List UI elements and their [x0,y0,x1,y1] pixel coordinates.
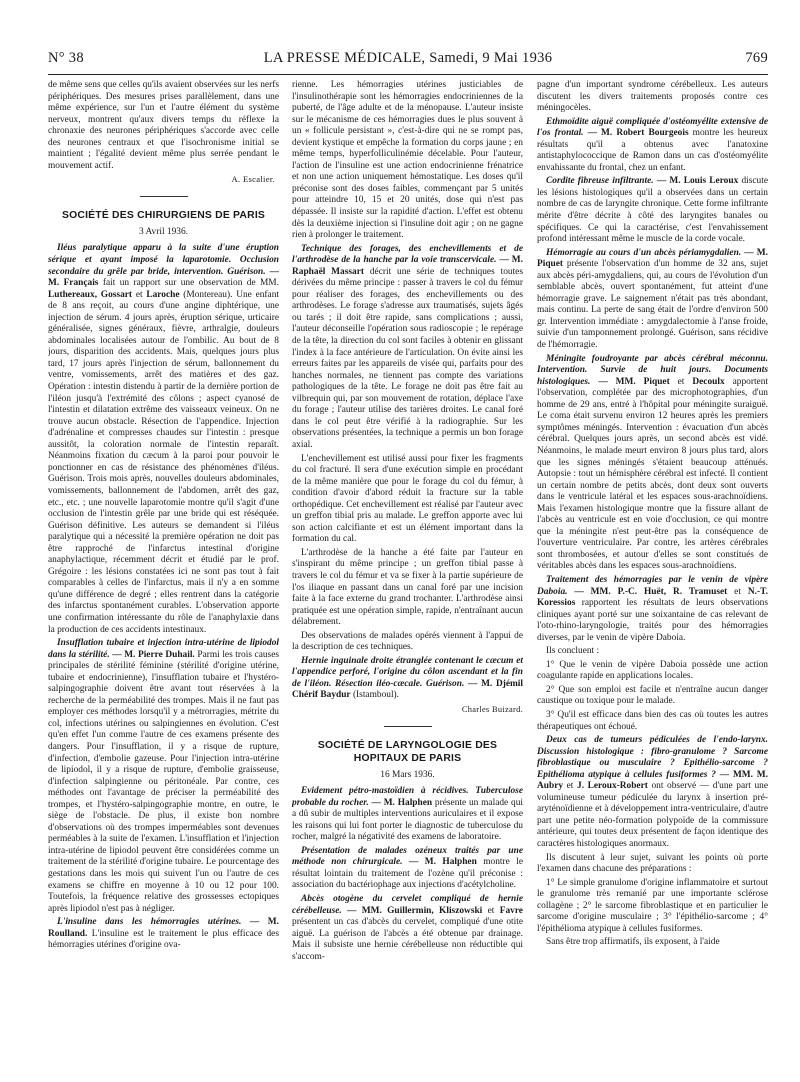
article-ileus: Iléus paralytique apparu à la suite d'une éruption sérique et ayant imposé la laparotomie. Occlusion secondaire du grêle par bride, intervention. Guérison. — M. Français fait un rapport sur une observation de MM. Luthereaux, Gossart et Laroche (Montereau). Une enfant de 8 ans reçoit, au cours d'une angine diphtérique, une injection de sérum. 4 jours après, éruption sérique, urticaire généralisée, signes généraux, fièvre, arthralgie, douleurs abdominales localisées autour de l'ombilic. Au bout de 8 jours, disparition des accidents. Mais, quelques jours plus tard, 17 jours après l'injection de sérum, ballonnement du ventre, vomissements, arrêt des matières et des gaz. Opération : intestin distendu à partir de la dernière portion de l'iléon jusqu'à l'extrémité des côlons ; aspect cyanosé de l'intestin et dilatation extrême des vaisseaux veineux. On ne trouve aucun obstacle. Résection de l'appendice. Injection d'adrénaline et compresses chaudes sur l'intestin : presque aussitôt, la coloration normale de l'intestin reparaît. Néanmoins fixation du cæcum à la paroi pour pouvoir le ponctionner en cas de résistance des phénomènes d'iléus. Guérison. Trois mois après, nouvelles douleurs abdominales, vomissements, ballonnement de l'abdomen, arrêt des gaz, etc., etc. ; une nouvelle laparotomie montre qu'il s'agit d'une occlusion de l'intestin grêle par une bride qui est réséquée. Guérison définitive. Les auteurs se demandent si l'iléus paralytique qui a nécessité la première opération ne doit pas être rapproché de l'infarctus intestinal d'origine anaphylactique, récemment décrit et étudié par le prof. Grégoire : les lésions constatées ici ne sont pas tout à fait comparables à celles de l'infarctus, mais il n'y a en somme qu'une différence de degré ; elles rentrent dans la catégorie des infarctus spontanément curables. L'observation apporte une confirmation intéressante du rôle de l'anaphylaxie dans la production de ces accidents intestinaux. [48,243,279,635]
article-author: — MM. Piquet [598,376,670,387]
article-body: présente un malade qui a dû subir de multiples interventions auriculaires et il expose les raisons qui lui font porter le diagnostic de tuberculose du rocher, malgré la négativité des examens de laboratoire. [292,797,523,843]
column-1 [48,80,279,1070]
article-title: Technique des forages, des enchevillements et de l'arthrodèse de la hanche par la voie transcervicale. [292,243,523,266]
paragraph: Des observations de malades opérés viennent à l'appui de la description de ces techniques. [292,630,523,653]
article-title: Présentation de malades ozéneux traités par une méthode non chirurgicale. [292,845,523,868]
article-body: montre les heureux résultats qu'il a obtenus avec l'anatoxine antistaphylococcique de Ramon dans un cas d'ostéomyélite envahissante du frontal, chez un enfant. [537,128,768,173]
paragraph: Ils discutent à leur sujet, suivant les points où porte l'examen dans chacune des préparations : [537,852,768,875]
article-ethmoidite [537,117,768,175]
article-body: L'insuline est le traitement le plus efficace des hémorragies utérines d'origine ova- [48,928,279,951]
paragraph: 1° Le simple granulome d'origine inflammatoire et surtout le granulome très remanié par une importante sclérose collagène ; 2° le sarcome fibroblastique et en particulier le sarcome d'origine musculaire ; 3° l'épithélio-sarcome ; 4° l'épithélioma atypique à cellules fusiformes. [537,877,768,934]
article-abces-cervelet: Abcès otogène du cervelet compliqué de hernie cérébelleuse. — MM. Guillermin, Kliszowski et Favre présentent un cas d'abcès du cervelet, compliqué d'une otite aiguë. La guérison de l'abcès a été obtenue par drainage. Mais il subsiste une hernie cérébelleuse non réductible qui s'accom- [292,894,523,962]
article-title: Ethmoïdite aiguë compliquée d'ostéomyélite extensive de l'os frontal. [537,116,768,139]
article-body: (Montereau). Une enfant de 8 ans reçoit, au cours d'une angine diphtérique, une injection de sérum. 4 jours après, éruption sérique, urticaire généralisée, signes généraux, fièvre, arthralgie, douleurs abdominales localisées autour de l'ombilic. Au bout de 8 jours, disparition des accidents. Mais, quelques jours plus tard, 17 jours après l'injection de sérum, ballonnement du ventre, vomissements, arrêt des matières et des gaz. Opération : intestin distendu à partir de la dernière portion de l'iléon jusqu'à l'extrémité des côlons ; aspect cyanosé de l'intestin et dilatation extrême des vaisseaux veineux. On ne trouve aucun obstacle. Résection de l'appendice. Injection d'adrénaline et compresses chaudes sur l'intestin : presque aussitôt, la coloration normale de l'intestin reparaît. Néanmoins fixation du cæcum à la paroi pour pouvoir le ponctionner en cas de résistance des phénomènes d'iléus. Guérison. Trois mois après, nouvelles douleurs abdominales, vomissements, ballonnement de l'abdomen, arrêt des gaz, etc., etc. ; une nouvelle laparotomie montre qu'il s'agit d'une occlusion de l'intestin grêle par une bride qui est réséquée. Guérison définitive. Les auteurs se demandent si l'iléus paralytique qui a nécessité la première opération ne doit pas être rapproché de l'infarctus intestinal d'origine anaphylactique, récemment décrit et étudié par le prof. Grégoire : les lésions constatées ici ne sont pas tout à fait comparables à celles de l'infarctus, mais il n'y a en somme qu'une différence de degré ; elles rentrent dans la catégorie des infarctus spontanément curables. L'observation apporte une confirmation intéressante du rôle de l'anaphylaxie dans la production de ces accidents intestinaux. [48,289,279,635]
article-author: — M. Djémil Chérif Baydur [292,678,523,701]
paragraph: Sans être trop affirmatifs, ils exposent, à l'aide [546,937,720,948]
paragraph: Ils concluent : [546,646,600,657]
session-date: 3 Avril 1936. [138,226,189,237]
separator-rule [384,726,432,727]
article-author: — MM. P.-C. Huët, R. Tramuset [574,586,728,597]
paragraph: 2° Que son emploi est facile et n'entraîne aucun danger caustique ou toxique pour le malade. [537,684,768,707]
society-heading: SOCIÉTÉ DE LARYNGOLOGIE DES HOPITAUX DE PARIS [317,739,498,764]
article-title: Hémorragie au cours d'un abcès périamygdalien. [546,247,742,258]
article-title: Insufflation tubaire et injection intra-utérine de lipiodol dans la stérilité. [48,638,279,660]
paragraph: pagne d'un important syndrome cérébelleux. Les auteurs discutent les divers traitements proposés contre ces méningocèles. [537,80,768,114]
article-hemorragie-amygdale [537,248,768,352]
article-author: — MM. Guillermin, Kliszowski [347,905,483,916]
article-body: rapportent les résultats de leurs observations cliniques ayant porté sur une soixantaine de cas relevant de l'oto-rhino-laryngologie, traités pour des hémorragies diverses, par le venin de vipère Daboia. [537,598,768,643]
article-author: — M. Pierre Duhail. [112,649,195,660]
article-body: discute les lésions histologiques qu'il a observées dans un certain nombre de cas de laryngite chronique. Cette forme infiltrante mérite d'être décrite à côté des laryngites banales ou spécifiques. Ce qui la caractérise, c'est l'envahissement profond intéressant même le muscle de la corde vocale. [537,176,768,245]
article-insufflation [48,638,279,915]
article-title: Cordite fibreuse infiltrante. [546,176,654,187]
issue-number: N° 38 [48,50,84,66]
article-title: Méningite foudroyante par abcès cérébral méconnu. Intervention. Survie de huit jours. Documents histologiques. [537,353,768,387]
article-meningite: Méningite foudroyante par abcès cérébral méconnu. Intervention. Survie de huit jours. Documents histologiques. — MM. Piquet et Decoulx apportent l'observation, complétée par des microphotographies, d'un homme de 29 ans, entré à l'hôpital pour méningite suraiguë. Le coma était survenu environ 12 heures après les premiers symptômes méningés. Intervention : évacuation d'un abcès cérébral. Quelques jours après, un second abcès est vidé. Néanmoins, le malade meurt environ 8 jours plus tard, alors que les signes méningés s'étaient beaucoup atténués. Autopsie : tout un hémisphère cérébral est infecté. Il contient un certain nombre de petits abcès, dont deux sont ouverts dans le ventricule latéral et les espaces sous-arachnoïdiens. Mais l'examen histologique montre que la fissure allant de l'abcès au ventricule est en voie d'occlusion, ce qui montre que la méningite n'est peut-être pas la conséquence de l'ouverture ventriculaire. Par contre, les artères cérébrales sont thrombosées, et autour d'elles se sont constitués de véritables abcès dans les espaces sous-arachnoïdiens. [537,353,768,572]
article-title: Deux cas de tumeurs pédiculées de l'endo-larynx. Discussion histologique : fibro-granulome ? Sarcome fibroblastique ou musculaire ? Epithélio-sarcome ? Epithélioma atypique à cellules fusiformes ? [537,735,768,780]
paragraph: de même sens que celles qu'ils avaient observées sur les nerfs périphériques. Des mesures prises parallèlement, dans une même expérience, sur l'un et l'autre élément du système nerveux, montrent qu'aux divers temps du réflexe la chronaxie des neurones périphériques s'accorde avec celle des neurones centraux et que l'isochronisme initial se maintient ; l'égalité devient même plus serrée pendant le mouvement actif. [48,80,279,171]
paragraph: 3° Qu'il est efficace dans bien des cas où toutes les autres thérapeutiques ont échoué. [537,709,768,732]
article-tumeurs-larynx: Deux cas de tumeurs pédiculées de l'endo-larynx. Discussion histologique : fibro-granulome ? Sarcome fibroblastique ou musculaire ? Epithélio-sarcome ? Epithélioma atypique à cellules fusiformes ? — MM. M. Aubry et J. Leroux-Robert ont observé — d'une part une volumineuse tumeur pédiculée du larynx à insertion pré-aryténoïdienne et à développement intra-ventriculaire, d'autre part une petite néo-formation polypoïde de la commissure antérieure, qui toutes deux présentent de façon identique des caractères histologiques anormaux. [537,735,768,849]
running-header [48,50,768,74]
article-evidement [292,786,523,844]
article-body: présentent un cas d'abcès du cervelet, compliqué d'une otite aiguë. La guérison de l'abcès a été obtenue par drainage. Mais il subsiste une hernie cérébelleuse non réductible qui s'accom- [292,917,523,962]
journal-title: LA PRESSE MÉDICALE, Samedi, 9 Mai 1936 [263,50,553,66]
article-author: — M. Piquet [537,247,768,270]
article-body: montre le résultat lointain du traitement de l'ozène qu'il préconise : association du bactériophage aux injections d'acétylcholine. [292,857,523,891]
article-body: apportent l'observation, complétée par des microphotographies, d'un homme de 29 ans, entré à l'hôpital pour méningite suraiguë. Le coma était survenu environ 12 heures après les premiers symptômes méningés. Intervention : évacuation d'un abcès cérébral. Quelques jours après, un second abcès est vidé. Néanmoins, le malade meurt environ 8 jours plus tard, alors que les signes méningés s'étaient beaucoup atténués. Autopsie : tout un hémisphère cérébral est infecté. Il contient un certain nombre de petits abcès, dont deux sont ouverts dans le ventricule latéral et les espaces sous-arachnoïdiens. Mais l'examen histologique montre que la fissure allant de l'abcès au ventricule est en voie d'occlusion, ce qui montre que la méningite n'est peut-être pas la conséquence de l'ouverture ventriculaire. Par contre, les artères cérébrales sont thrombosées, et autour d'elles se sont constitués de véritables abcès dans les espaces sous-arachnoïdiens. [537,376,768,572]
separator-rule [140,196,188,197]
paragraph: L'arthrodèse de la hanche a été faite par l'auteur en s'inspirant du même principe ; un greffon tibial passe à travers le col du fémur et va se fixer à la partie supérieure de l'os iliaque en passant dans un canal foré par une incision faite à la face externe du grand trochanter. L'arthrodèse ainsi pratiquée est une opération simple, rapide, n'entraînant aucun délabrement. [292,547,523,628]
article-author: — MM. M. Aubry [537,769,768,792]
article-author: — M. Raphaël Massart [292,255,523,277]
article-cordite [537,176,768,245]
article-title: Iléus paralytique apparu à la suite d'une éruption sérique et ayant imposé la laparotomie. Occlusion secondaire du grêle par bride, intervention. Guérison. [48,243,279,277]
paragraph: 1° Que le venin de vipère Daboia possède une action coagulante rapide en applications locales. [537,659,768,682]
paragraph: L'enchevillement est utilisé aussi pour fixer les fragments du col fracturé. Il sera d'une exécution simple en procédant de la même manière que pour le forage du col du fémur, à condition d'avoir d'abord réduit la fracture sur la table orthopédique. Cet enchevillement est réalisé par l'auteur avec un greffon tibial pris au malade. Le greffon apporte avec lui son action calcifiante et est un élément important dans la formation du cal. [292,453,523,545]
paragraph: rienne. Les hémorragies utérines justiciables de l'insulinothérapie sont les hémorragies endocriniennes de la puberté, de l'âge adulte et de la ménopause. L'auteur insiste sur le mécanisme de ces hémorragies dues le plus souvent à un « follicule persistant », c'est-à-dire qui ne se rompt pas, devient kystique et empêche la formation du corps jaune ; en même temps, hyperfolliculinémie décelable. Pour l'auteur, l'action de l'insuline est une action endocrinienne frénatrice et non une action uniquement hémostatique. Les doses qu'il préconise sont des doses faibles, commençant par 5 unités pour atteindre 10, 15 et 20 unités, dose qui n'est pas dépassée. Il insiste sur la rapidité d'action. L'effet est obtenu dès la deuxième injection si l'insuline doit agir ; on ne gagne rien à prolonger le traitement. [292,80,523,241]
article-title: Abcès otogène du cervelet compliqué de hernie cérébelleuse. [292,894,523,916]
article-ozene [292,846,523,892]
session-date: 16 Mars 1936. [380,769,435,780]
article-title: Evidement pétro-mastoïdien à récidives. Tuberculose probable du rocher. [292,786,523,808]
article-title: Hernie inguinale droite étranglée contenant le cæcum et l'appendice perforé, l'origine du côlon ascendant et la fin de l'iléon. Résection iléo-cæcale. Guérison. [292,655,523,689]
page-number: 769 [745,50,768,66]
article-author: — M. Français [48,266,279,289]
article-author: — M. Halphen [408,857,477,868]
article-hernie [292,656,523,702]
society-heading: SOCIÉTÉ DES CHIRURGIENS DE PARIS [61,209,266,221]
article-body: ont observé — d'une part une volumineuse tumeur pédiculée du larynx à insertion pré-aryténoïdienne et à développement intra-ventriculaire, d'autre part une petite néo-formation polypoïde de la commissure antérieure, qui toutes deux présentent de façon identique des caractères histologiques anormaux. [537,781,768,849]
article-body: présente l'observation d'un homme de 32 ans, sujet aux abcès péri-amygdaliens, qui, au cours de l'évolution d'un semblable abcès, ouvert spontanément, fut atteint d'une hémorragie grave. Le saignement n'était pas très abondant, mais continu. La perte de sang était de l'ordre d'environ 500 gr. Intervention immédiate : amygdalectomie à l'anse froide, suivie d'un tamponnement prolongé. Guérison, sans récidive de l'hémorragie. [537,259,768,351]
article-body: Parmi les trois causes principales de stérilité féminine (stérilité d'origine utérine, tubaire et endocrinienne), l'insufflation tubaire et l'hystéro-salpingographie doivent être avant tout réservées à la recherche de la perméabilité des trompes. Mais il ne faut pas employer ces méthodes lorsqu'il y a métrorragies, métrite du col, infections utérines ou salpingiennes en évolution. C'est qu'en effet l'un comme l'autre de ces examens présente des dangers. Pour l'insufflation, il y a risque de rupture, d'infection, d'embolie gazeuse. Pour l'injection intra-utérine de lipiodol, il y a risque de rupture, d'embolie graisseuse, d'infection salpingienne ou péritonéale. Par contre, ces méthodes ont l'avantage de préciser la perméabilité des trompes, et l'hystéro-salpingographie montre, en outre, le siège de l'obstacle. De plus, il existe bon nombre d'observations où des trompes imperméables sont devenues perméables à la suite de l'examen. L'insufflation et l'injection intra-utérine de lipiodol peuvent être considérées comme un traitement de la stérilité d'origine tubaire. Le pourcentage des gestations dans les mois qui suivent l'un ou l'autre de ces examens se chiffre en moyenne à 10 ou 12 pour 100. Toutefois, la fréquence relative des grossesses ectopiques après lipiodol n'est pas à négliger. [48,649,279,914]
column-2 [292,80,523,1070]
article-author: — M. Halphen [371,797,433,808]
article-body: décrit une série de techniques toutes dérivées du même principe : passer à travers le col du fémur pour réaliser des forages, des enchevillements ou des arthrodèses. Le forage s'adresse aux traumatisés, sujets âgés ou tarés ; il doit être rapide, sans complications ; aussi, l'auteur déconseille l'opération sous radioscopie ; le repérage de la tête, la direction du col sont faciles à obtenir en glissant l'index à la face antérieure de l'articulation. On évite ainsi les erreurs faites par les appareils de visée qui, parfaits pour des hanches normales, ne tiennent pas compte des variations pathologiques de la tête. Le forage ne doit pas être fait au vilbrequin qui, par son mouvement de rotation, déplace l'axe du forage ; l'auteur utilise des tarières droites. Le canal foré dans le col peut être vérifié à la radiographie. Sur les observations présentées, la technique a permis un bon forage axial. [292,266,523,450]
header-rule [48,74,768,75]
article-author: — M. Louis Leroux [656,176,739,187]
article-forages [292,244,523,452]
signature: A. Escalier. [231,174,275,185]
signature: Charles Buizard. [461,704,523,714]
column-3 [537,80,768,1070]
article-title: L'insuline dans les hémorragies utérines. [57,917,242,928]
article-insuline [48,917,279,952]
article-author: — M. Roulland. [48,917,279,939]
article-title: Traitement des hémorragies par le venin de vipère Daboia. [537,574,768,597]
article-body: (Istamboul). [350,690,400,701]
article-venin-daboia: Traitement des hémorragies par le venin de vipère Daboia. — MM. P.-C. Huët, R. Tramuset et N.-T. Koressios rapportent les résultats de leurs observations cliniques ayant porté sur une soixantaine de cas relevant de l'oto-rhino-laryngologie, traités pour des hémorragies diverses, par le venin de vipère Daboia. [537,574,768,643]
article-author: — M. Robert Bourgeois [587,128,689,139]
